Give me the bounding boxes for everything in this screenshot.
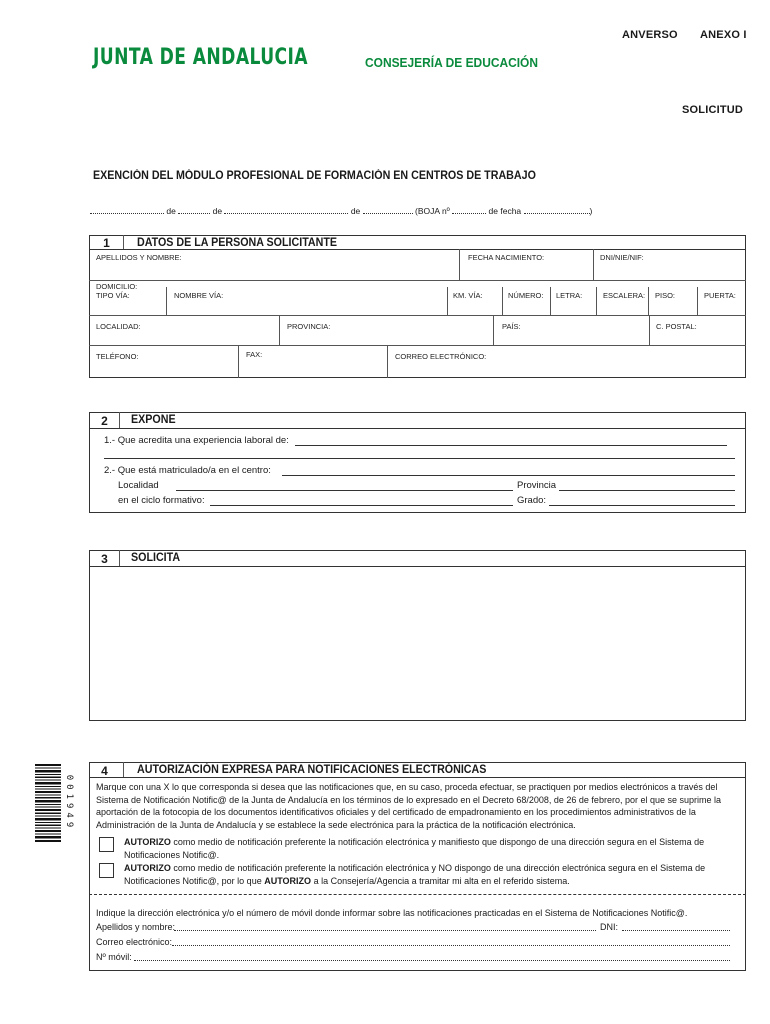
opt2-text-b-post: a la Consejería/Agencia a tramitar mi alta en el referido sistema. — [313, 875, 570, 886]
ref-field-1[interactable] — [90, 205, 164, 214]
correo-row-label: Correo electrónico: — [96, 937, 173, 947]
autorizo-checkbox-1[interactable] — [99, 837, 114, 852]
tipo-via-label: TIPO VÍA: — [96, 291, 130, 300]
reference-line — [90, 205, 592, 216]
intro-line-4: Administración de la Junta de Andalucía y se establece la sede electrónica para la práctica de la notificación electrónica. — [96, 819, 576, 830]
consejeria-label: CONSEJERÍA DE EDUCACIÓN — [365, 55, 539, 70]
puerta-label: PUERTA: — [704, 291, 736, 300]
ref-defecha: de fecha — [488, 206, 522, 216]
form-title: EXENCIÓN DEL MÓDULO PROFESIONAL DE FORMACIÓN EN CENTROS DE TRABAJO — [93, 170, 536, 182]
section-2-title: EXPONE — [131, 414, 176, 426]
section-2-number: 2 — [101, 414, 108, 428]
ciclo-text: en el ciclo formativo: — [118, 495, 205, 506]
section-1-title: DATOS DE LA PERSONA SOLICITANTE — [137, 237, 338, 249]
ref-field-6[interactable] — [524, 205, 590, 214]
section-4-intro — [96, 781, 746, 831]
ref-field-3[interactable] — [224, 205, 348, 214]
localidad-field[interactable] — [176, 490, 513, 491]
section-3-title: SOLICITA — [131, 552, 181, 564]
indique-text: Indique la dirección electrónica y/o el número de móvil donde informar sobre las notificaciones practicadas en el Sistema de Notificaciones Notific@. — [96, 908, 688, 918]
pais-label: PAÍS: — [502, 322, 521, 331]
opt2-text-b-pre: Notificaciones Notific@, por lo que — [124, 875, 262, 886]
fax-label: FAX: — [246, 350, 263, 359]
junta-logo: JUNTA DE ANDALUCIA — [93, 45, 308, 70]
barcode-number-wrap — [62, 764, 72, 842]
ref-de-1: de — [166, 206, 176, 216]
grado-text: Grado: — [517, 495, 547, 506]
cpostal-label: C. POSTAL: — [656, 322, 697, 331]
opt1-text-a: como medio de notificación preferente la notificación electrónica y manifiesto que dispongo de una dirección segura en el Sistema de — [173, 837, 705, 847]
expone-line-2: 2.- Que está matriculado/a en el centro: — [104, 465, 271, 476]
numero-label: NÚMERO: — [508, 291, 544, 300]
piso-label: PISO: — [655, 291, 676, 300]
provincia-text: Provincia — [517, 480, 557, 491]
dni-field[interactable] — [622, 930, 730, 931]
ref-close: ) — [589, 206, 593, 216]
provincia-label: PROVINCIA: — [287, 322, 331, 331]
localidad-text: Localidad — [118, 480, 159, 491]
intro-line-2: Sistema de Notificación Notific@ de la Junta de Andalucía en los términos de lo expresado en el Decreto 68/2008, de 26 de febrero, por el que se suprime la — [96, 794, 722, 805]
dni-row-label: DNI: — [600, 922, 618, 932]
section-3-number: 3 — [101, 552, 108, 566]
movil-field[interactable] — [134, 960, 730, 961]
opt2-text-a: como medio de notificación preferente la notificación electrónica y NO dispongo de una dirección electrónica segura en el Sistema de — [173, 863, 706, 873]
autorizo-checkbox-2[interactable] — [99, 863, 114, 878]
section-1-number: 1 — [103, 236, 110, 250]
correo-label: CORREO ELECTRÓNICO: — [395, 352, 487, 361]
dni-label: DNI/NIE/NIF: — [600, 253, 644, 262]
ciclo-field[interactable] — [210, 505, 513, 506]
fecha-nacimiento-label: FECHA NACIMIENTO: — [468, 253, 545, 262]
apellidos-field[interactable] — [174, 930, 596, 931]
ref-field-4[interactable] — [363, 205, 413, 214]
apellidos-label: APELLIDOS Y NOMBRE: — [96, 253, 182, 262]
anexo-label: ANEXO I — [700, 29, 747, 41]
dashed-separator — [89, 894, 746, 895]
solicitud-label: SOLICITUD — [682, 104, 744, 116]
ref-de-3: de — [350, 206, 361, 216]
domicilio-label: DOMICILIO: — [96, 282, 138, 291]
option-1-text — [124, 836, 704, 861]
anverso-label: ANVERSO — [622, 29, 678, 41]
ref-field-5[interactable] — [452, 205, 486, 214]
correo-field[interactable] — [172, 945, 730, 946]
centro-field[interactable] — [282, 475, 735, 476]
provincia-field[interactable] — [559, 490, 735, 491]
ref-de-2: de — [212, 206, 223, 216]
localidad-label: LOCALIDAD: — [96, 322, 141, 331]
opt2-bold-2: AUTORIZO — [264, 875, 312, 886]
km-via-label: KM. VÍA: — [453, 291, 483, 300]
barcode — [35, 764, 61, 842]
opt2-bold: AUTORIZO — [124, 863, 171, 873]
apellidos-row-label: Apellidos y nombre: — [96, 922, 176, 932]
section-4-title: AUTORIZACIÓN EXPRESA PARA NOTIFICACIONES ELECTRÓNICAS — [137, 764, 487, 776]
letra-label: LETRA: — [556, 291, 583, 300]
movil-row-label: Nº móvil: — [96, 952, 132, 962]
expone-line-1: 1.- Que acredita una experiencia laboral de: — [104, 435, 289, 446]
opt1-bold: AUTORIZO — [124, 837, 171, 847]
ref-field-2[interactable] — [178, 205, 210, 214]
ref-boja: (BOJA nº — [415, 206, 450, 216]
experiencia-field[interactable] — [295, 445, 727, 446]
section-4-number: 4 — [101, 764, 108, 778]
section-3-box[interactable] — [89, 550, 746, 721]
telefono-label: TELÉFONO: — [96, 352, 139, 361]
option-2-text — [124, 862, 705, 887]
experiencia-field-2[interactable] — [104, 458, 735, 459]
grado-field[interactable] — [549, 505, 735, 506]
intro-line-3: aportación de la fotocopia de los documentos identificativos oficiales y del certificado de empadronamiento en los procedimientos administrativos de la — [96, 807, 696, 817]
barcode-number: 001949 — [64, 774, 74, 832]
intro-line-1: Marque con una X lo que corresponda si desea que las notificaciones que, en su caso, proceda efectuar, se practiquen por medios electrónicos a través del — [96, 782, 718, 792]
nombre-via-label: NOMBRE VÍA: — [174, 291, 224, 300]
escalera-label: ESCALERA: — [603, 291, 646, 300]
opt1-text-b: Notificaciones Notific@. — [124, 849, 220, 860]
